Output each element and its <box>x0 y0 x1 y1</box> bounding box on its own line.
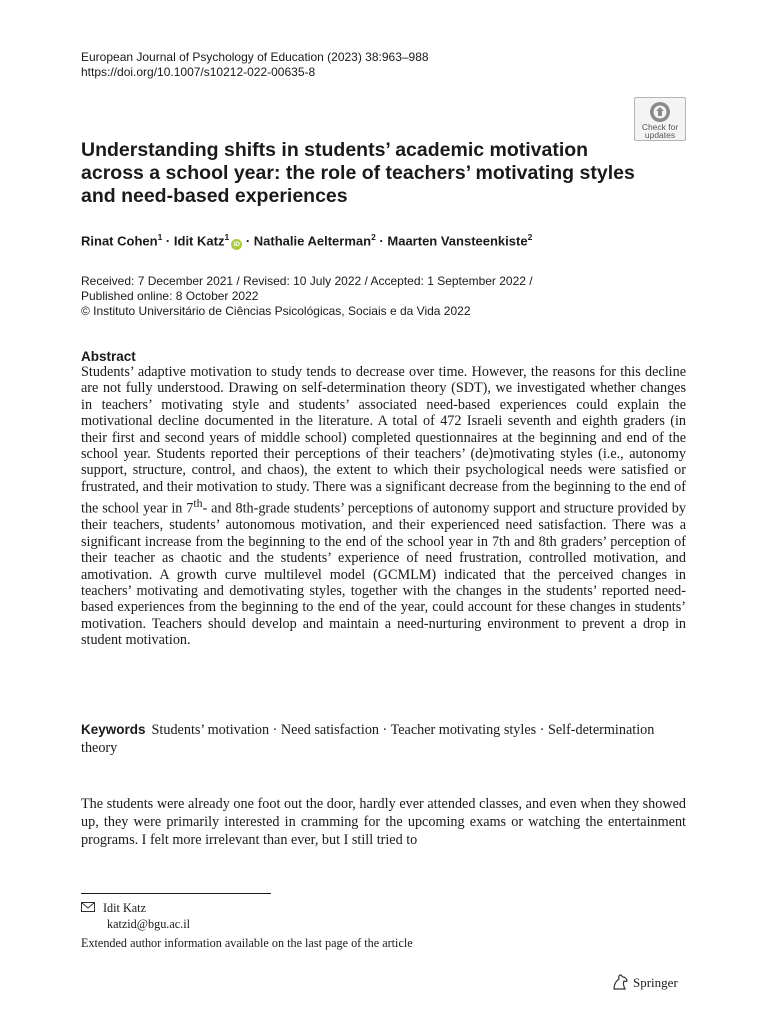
abstract-heading: Abstract <box>81 349 136 364</box>
affiliation-mark: 1 <box>224 232 230 242</box>
check-updates-icon <box>649 101 671 123</box>
keywords-text: Students’ motivation · Need satisfaction · Teacher motivating styles · Self-determination theory <box>81 722 655 756</box>
abstract-text <box>81 364 686 649</box>
author-separator: · <box>379 233 384 249</box>
corresponding-email[interactable]: katzid@bgu.ac.il <box>107 917 190 931</box>
author-name[interactable]: Nathalie Aelterman <box>253 233 372 249</box>
author-name[interactable]: Idit Katz <box>173 233 225 249</box>
keywords <box>81 721 686 757</box>
affiliation-mark: 2 <box>527 232 533 242</box>
corresponding-name: Idit Katz <box>103 901 146 915</box>
author-name[interactable]: Rinat Cohen <box>81 233 158 249</box>
envelope-icon <box>81 900 103 916</box>
affiliation-mark: 2 <box>371 232 376 242</box>
author-name[interactable]: Maarten Vansteenkiste <box>387 233 528 249</box>
history-dates: Received: 7 December 2021 / Revised: 10 July 2022 / Accepted: 1 September 2022 / <box>81 274 533 288</box>
body-paragraph: The students were already one foot out the door, hardly ever attended classes, and even when they showed up, they were primarily interested in cramming for the upcoming exams or watching the entertainment programs. I felt more irrelevant than ever, but I still tried to <box>81 796 686 848</box>
corresponding-author <box>81 900 190 932</box>
extended-author-info: Extended author information available on the last page of the article <box>81 936 413 950</box>
publisher-name: Springer <box>633 975 678 990</box>
journal-header <box>81 50 429 80</box>
author-separator: · <box>245 233 251 249</box>
badge-line-2: updates <box>644 130 676 140</box>
author-separator: · <box>165 233 171 249</box>
copyright-line: © Instituto Universitário de Ciências Psicológicas, Sociais e da Vida 2022 <box>81 304 471 318</box>
abstract-part-1: Students’ adaptive motivation to study tends to decrease over time. However, the reasons for this decline are not fully understood. Drawing on self-determination theory (SDT), we investigated whether changes in teachers’ motivating style and students’ associated need-based experiences could explain the motivational decline documented in the literature. A total of 472 Israeli seventh and eighth graders (in their first and second years of middle school) completed questionnaires at the beginning and end of the school year. Students reported their perceptions of their teachers’ (de)motivating styles (i.e., autonomy support, structure, control, and chaos), the extent to which their psychological needs were satisfied or frustrated, and their motivation to study. There was a significant decrease from the beginning to the end of the school year in 7 <box>81 364 686 517</box>
badge-line-1: Check for <box>641 122 679 132</box>
footnote-divider <box>81 893 271 894</box>
doi-link[interactable]: https://doi.org/10.1007/s10212-022-00635-8 <box>81 65 316 79</box>
publication-history <box>81 274 533 319</box>
publisher-logo <box>611 974 678 991</box>
check-for-updates-badge[interactable] <box>634 97 686 141</box>
orcid-icon[interactable]: iD <box>231 239 242 250</box>
affiliation-mark: 1 <box>157 232 163 242</box>
abstract-part-2: - and 8th-grade students’ perceptions of autonomy support and structure provided by their teachers, students’ autonomous motivation, and their experienced need satisfaction. There was a significant increase from the beginning to the end of the school year in 7th and 8th graders’ perception of their teacher as chaotic and the students’ experience of need frustration, controlled motivation, and amotivation. A growth curve multilevel model (GCMLM) indicated that the perceived changes in teachers’ motivating and demotivating styles, together with the changes in the students’ reported need-based experiences from the beginning to the end of the year, could account for these changes in students’ motivation. Teachers should develop and maintain a need-nurturing environment to prevent a drop in student motivation. <box>81 500 686 649</box>
journal-citation: European Journal of Psychology of Education (2023) 38:963–988 <box>81 50 429 64</box>
springer-horse-icon <box>611 974 629 990</box>
article-title: Understanding shifts in students’ academic motivation across a school year: the role of teachers’ motivating styles and need-based experiences <box>81 139 635 207</box>
keywords-label: Keywords <box>81 722 146 737</box>
published-online: Published online: 8 October 2022 <box>81 289 259 303</box>
author-list <box>81 232 532 250</box>
ordinal-superscript: th <box>193 496 203 511</box>
